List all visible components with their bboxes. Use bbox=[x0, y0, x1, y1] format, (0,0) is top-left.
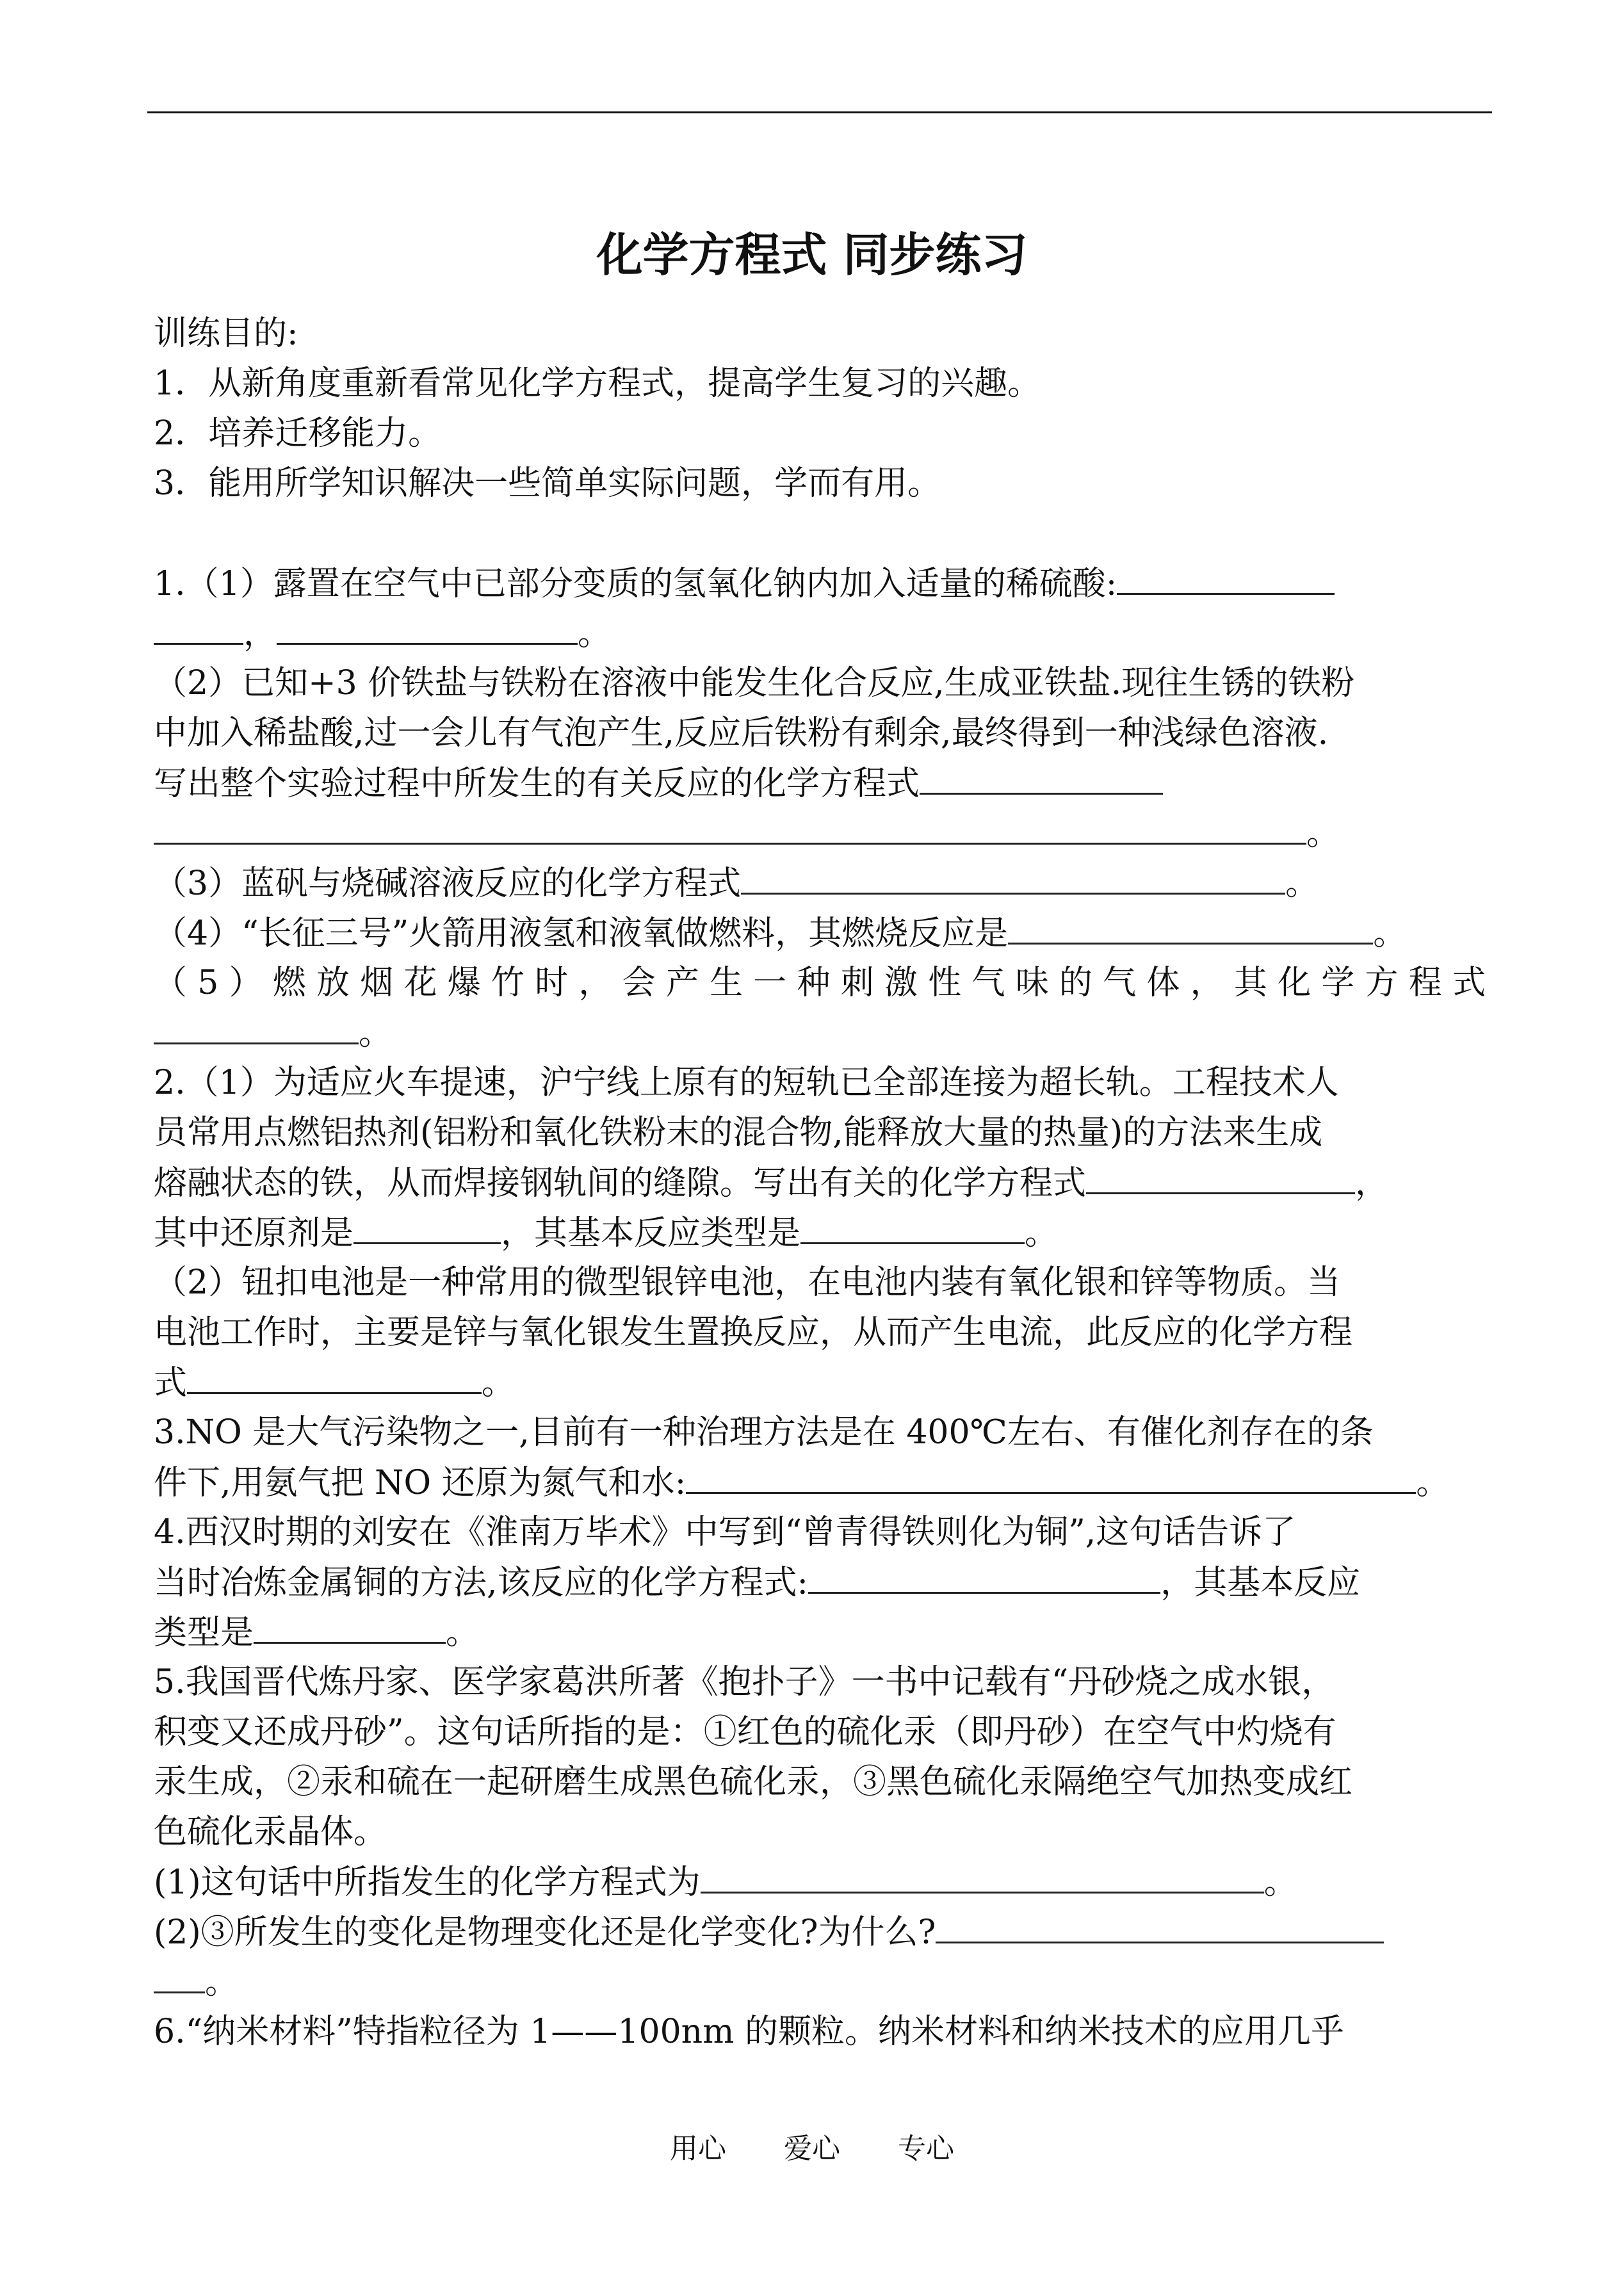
question-2-2: （2）钮扣电池是一种常用的微型银锌电池，在电池内装有氧化银和锌等物质。当 bbox=[154, 1263, 1341, 1302]
question-1-4: （4）“长征三号”火箭用液氢和液氧做燃料，其燃烧反应是 。 bbox=[154, 908, 1486, 958]
page-footer bbox=[0, 2130, 1624, 2168]
answer-blank[interactable] bbox=[800, 1208, 1025, 1244]
header-rule bbox=[147, 111, 1492, 113]
answer-blank[interactable] bbox=[254, 1607, 446, 1644]
question-5: 5.我国晋代炼丹家、医学家葛洪所著《抱扑子》一书中记载有“丹砂烧之成水银， bbox=[154, 1663, 1335, 1701]
answer-blank[interactable] bbox=[1117, 558, 1335, 595]
question-5-cont: 积变又还成丹砂”。这句话所指的是：①红色的硫化汞（即丹砂）在空气中灼烧有 bbox=[154, 1713, 1336, 1751]
document-body bbox=[154, 309, 1486, 2057]
question-1-2: （2）已知+3 价铁盐与铁粉在溶液中能发生化合反应,生成亚铁盐.现往生锈的铁粉 bbox=[154, 664, 1355, 702]
goal-item: 1．从新角度重新看常见化学方程式，提高学生复习的兴趣。 bbox=[154, 364, 1041, 403]
answer-blank[interactable] bbox=[154, 808, 1306, 845]
question-5-cont: 色硫化汞晶体。 bbox=[154, 1813, 387, 1851]
question-1-2-cont: 写出整个实验过程中所发生的有关反应的化学方程式 bbox=[154, 758, 1486, 808]
question-5-2: (2)③所发生的变化是物理变化还是化学变化?为什么? bbox=[154, 1907, 1486, 1957]
question-2-1-cont: 其中还原剂是 ，其基本反应类型是 。 bbox=[154, 1208, 1486, 1258]
question-1-5: （5）燃放烟花爆竹时，会产生一种刺激性气味的气体，其化学方程式 bbox=[154, 964, 1486, 1002]
question-5-cont: 汞生成，②汞和硫在一起研磨生成黑色硫化汞，③黑色硫化汞隔绝空气加热变成红 bbox=[154, 1763, 1353, 1801]
question-1-2-cont: 。 bbox=[154, 808, 1486, 858]
question-5-2-cont: 。 bbox=[154, 1957, 1486, 2007]
footer-item: 爱心 bbox=[784, 2132, 840, 2165]
question-2-1-cont: 员常用点燃铝热剂(铝粉和氧化铁粉末的混合物,能释放大量的热量)的方法来生成 bbox=[154, 1114, 1323, 1152]
answer-blank[interactable] bbox=[741, 858, 1285, 895]
answer-blank[interactable] bbox=[353, 1208, 501, 1244]
question-2-1: 2.（1）为适应火车提速，沪宁线上原有的短轨已全部连接为超长轨。工程技术人 bbox=[154, 1064, 1339, 1102]
answer-blank[interactable] bbox=[701, 1857, 1264, 1894]
answer-blank[interactable] bbox=[154, 608, 243, 645]
answer-blank[interactable] bbox=[187, 1358, 482, 1394]
footer-item: 专心 bbox=[898, 2132, 954, 2165]
question-1-5-cont: 。 bbox=[154, 1008, 1486, 1058]
question-1-1-cont: ， 。 bbox=[154, 608, 1486, 658]
answer-blank[interactable] bbox=[277, 608, 578, 645]
question-1-3: （3）蓝矾与烧碱溶液反应的化学方程式 。 bbox=[154, 858, 1486, 908]
question-4-cont: 类型是 。 bbox=[154, 1607, 1486, 1657]
answer-blank[interactable] bbox=[920, 758, 1163, 795]
goal-item: 2．培养迁移能力。 bbox=[154, 414, 442, 453]
answer-blank[interactable] bbox=[936, 1907, 1384, 1943]
answer-blank[interactable] bbox=[1086, 1158, 1355, 1194]
answer-blank[interactable] bbox=[686, 1457, 1416, 1494]
question-3: 3.NO 是大气污染物之一,目前有一种治理方法是在 400℃左右、有催化剂存在的条 bbox=[154, 1413, 1374, 1452]
question-2-1-cont: 熔融状态的铁，从而焊接钢轨间的缝隙。写出有关的化学方程式 ， bbox=[154, 1158, 1486, 1208]
question-4-cont: 当时冶炼金属铜的方法,该反应的化学方程式: ，其基本反应 bbox=[154, 1557, 1486, 1607]
page-title: 化学方程式 同步练习 bbox=[596, 228, 1028, 282]
question-2-2-cont: 式 。 bbox=[154, 1358, 1486, 1407]
answer-blank[interactable] bbox=[154, 1008, 359, 1044]
question-1-2-cont: 中加入稀盐酸,过一会儿有气泡产生,反应后铁粉有剩余,最终得到一种浅绿色溶液. bbox=[154, 714, 1329, 752]
question-3-cont: 件下,用氨气把 NO 还原为氮气和水: 。 bbox=[154, 1457, 1486, 1507]
question-5-1: (1)这句话中所指发生的化学方程式为 。 bbox=[154, 1857, 1486, 1907]
question-2-2-cont: 电池工作时，主要是锌与氧化银发生置换反应，从而产生电流，此反应的化学方程 bbox=[154, 1313, 1353, 1352]
footer-item: 用心 bbox=[670, 2132, 726, 2165]
answer-blank[interactable] bbox=[154, 1957, 205, 1993]
question-4: 4.西汉时期的刘安在《淮南万毕术》中写到“曾青得铁则化为铜”,这句话告诉了 bbox=[154, 1513, 1296, 1552]
answer-blank[interactable] bbox=[1008, 908, 1373, 945]
question-1-1: 1.（1）露置在空气中已部分变质的氢氧化钠内加入适量的稀硫酸: bbox=[154, 558, 1486, 608]
goal-item: 3．能用所学知识解决一些简单实际问题，学而有用。 bbox=[154, 464, 941, 503]
goals-heading: 训练目的: bbox=[154, 314, 298, 353]
answer-blank[interactable] bbox=[808, 1557, 1160, 1594]
question-6: 6.“纳米材料”特指粒径为 1——100nm 的颗粒。纳米材料和纳米技术的应用几乎 bbox=[154, 2013, 1344, 2051]
